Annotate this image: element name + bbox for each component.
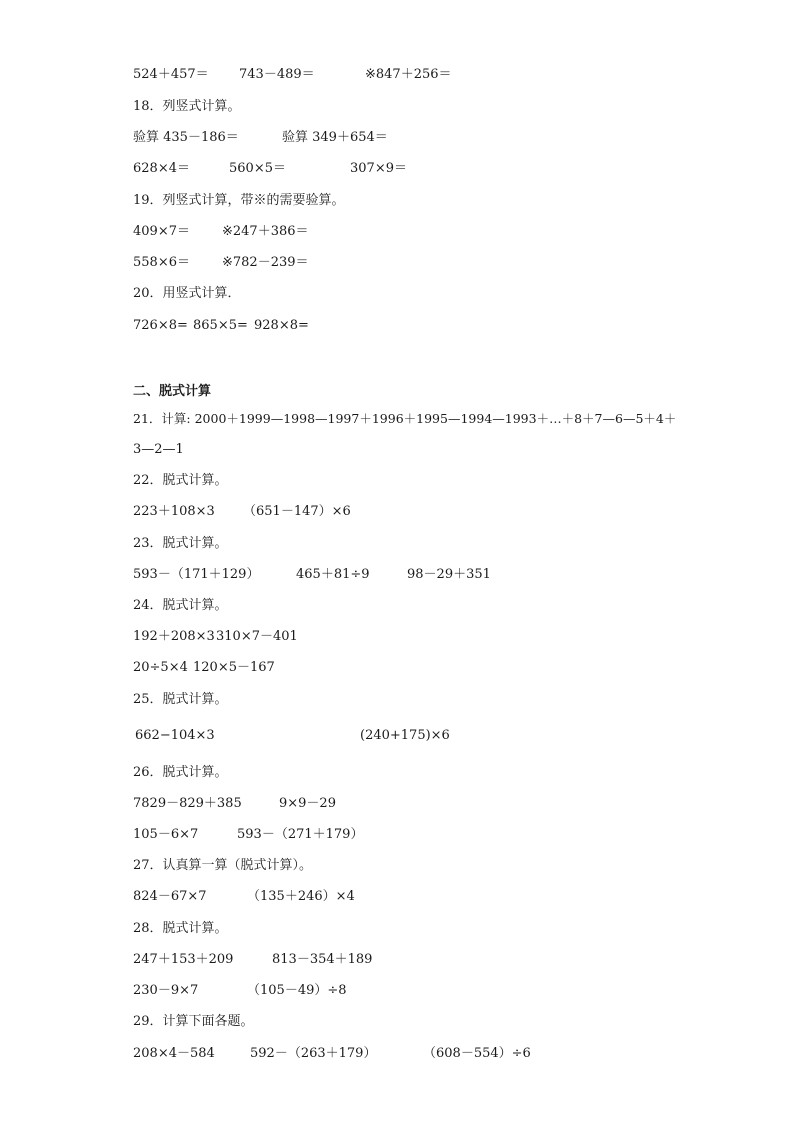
- expression: 865×5=: [193, 318, 248, 333]
- question-24-heading: 24．脱式计算。: [133, 598, 228, 613]
- expression: ※847＋256＝: [365, 67, 452, 82]
- expression: 20÷5×4: [133, 660, 188, 675]
- expression: 307×9＝: [350, 161, 407, 176]
- question-18-heading: 18．列竖式计算。: [133, 99, 241, 114]
- expression: 223＋108×3: [133, 504, 215, 519]
- expression: 628×4＝: [133, 161, 190, 176]
- expression: 105－6×7: [133, 827, 199, 842]
- expression: 98－29＋351: [407, 567, 491, 582]
- expression: (240+175)×6: [360, 728, 450, 743]
- expression: 928×8=: [254, 318, 309, 333]
- expression: 409×7＝: [133, 224, 190, 239]
- expression: （608－554）÷6: [423, 1046, 531, 1061]
- question-26-heading: 26．脱式计算。: [133, 765, 228, 780]
- expression: 230－9×7: [133, 983, 199, 998]
- expression: 验算 349＋654＝: [282, 130, 388, 145]
- question-19-heading: 19．列竖式计算，带※的需要验算。: [133, 193, 345, 208]
- question-27-heading: 27．认真算一算（脱式计算）。: [133, 858, 313, 873]
- question-20-heading: 20．用竖式计算．: [133, 286, 241, 301]
- expression: ※247＋386＝: [222, 224, 309, 239]
- expression: （105－49）÷8: [247, 983, 347, 998]
- expression: 743－489＝: [239, 67, 315, 82]
- expression: 120×5－167: [193, 660, 275, 675]
- question-28-heading: 28．脱式计算。: [133, 921, 228, 936]
- question-22-heading: 22．脱式计算。: [133, 473, 228, 488]
- expression: 592－（263＋179）: [250, 1046, 377, 1061]
- expression: 247＋153＋209: [133, 952, 234, 967]
- expression: （135＋246）×4: [247, 889, 355, 904]
- question-29-heading: 29．计算下面各题。: [133, 1014, 254, 1029]
- expression: 9×9－29: [279, 796, 336, 811]
- expression: 465＋81÷9: [296, 567, 370, 582]
- question-23-heading: 23．脱式计算。: [133, 536, 228, 551]
- expression: 208×4－584: [133, 1046, 215, 1061]
- expression: 726×8=: [133, 318, 188, 333]
- question-21-line-2: 3—2—1: [133, 442, 184, 457]
- expression: 813－354＋189: [272, 952, 373, 967]
- question-21-line-1: 21．计算: 2000＋1999—1998—1997＋1996＋1995—1994—1993＋…＋8＋7—6—5＋4＋: [133, 411, 677, 426]
- section-heading: 二、脱式计算: [133, 384, 212, 399]
- expression: 验算 435－186＝: [133, 130, 239, 145]
- expression: 824－67×7: [133, 889, 207, 904]
- expression: 310×7－401: [216, 629, 298, 644]
- expression: 7829－829＋385: [133, 796, 242, 811]
- expression: 558×6＝: [133, 255, 190, 270]
- expression: 662−104×3: [135, 728, 215, 743]
- expression: 560×5＝: [229, 161, 286, 176]
- expression: 524＋457＝: [133, 67, 209, 82]
- question-25-heading: 25．脱式计算。: [133, 692, 228, 707]
- expression: （651－147）×6: [243, 504, 351, 519]
- expression: 593－（171＋129）: [133, 567, 260, 582]
- expression: 593－（271＋179）: [237, 827, 364, 842]
- expression: 192＋208×3: [133, 629, 215, 644]
- expression: ※782－239＝: [222, 255, 309, 270]
